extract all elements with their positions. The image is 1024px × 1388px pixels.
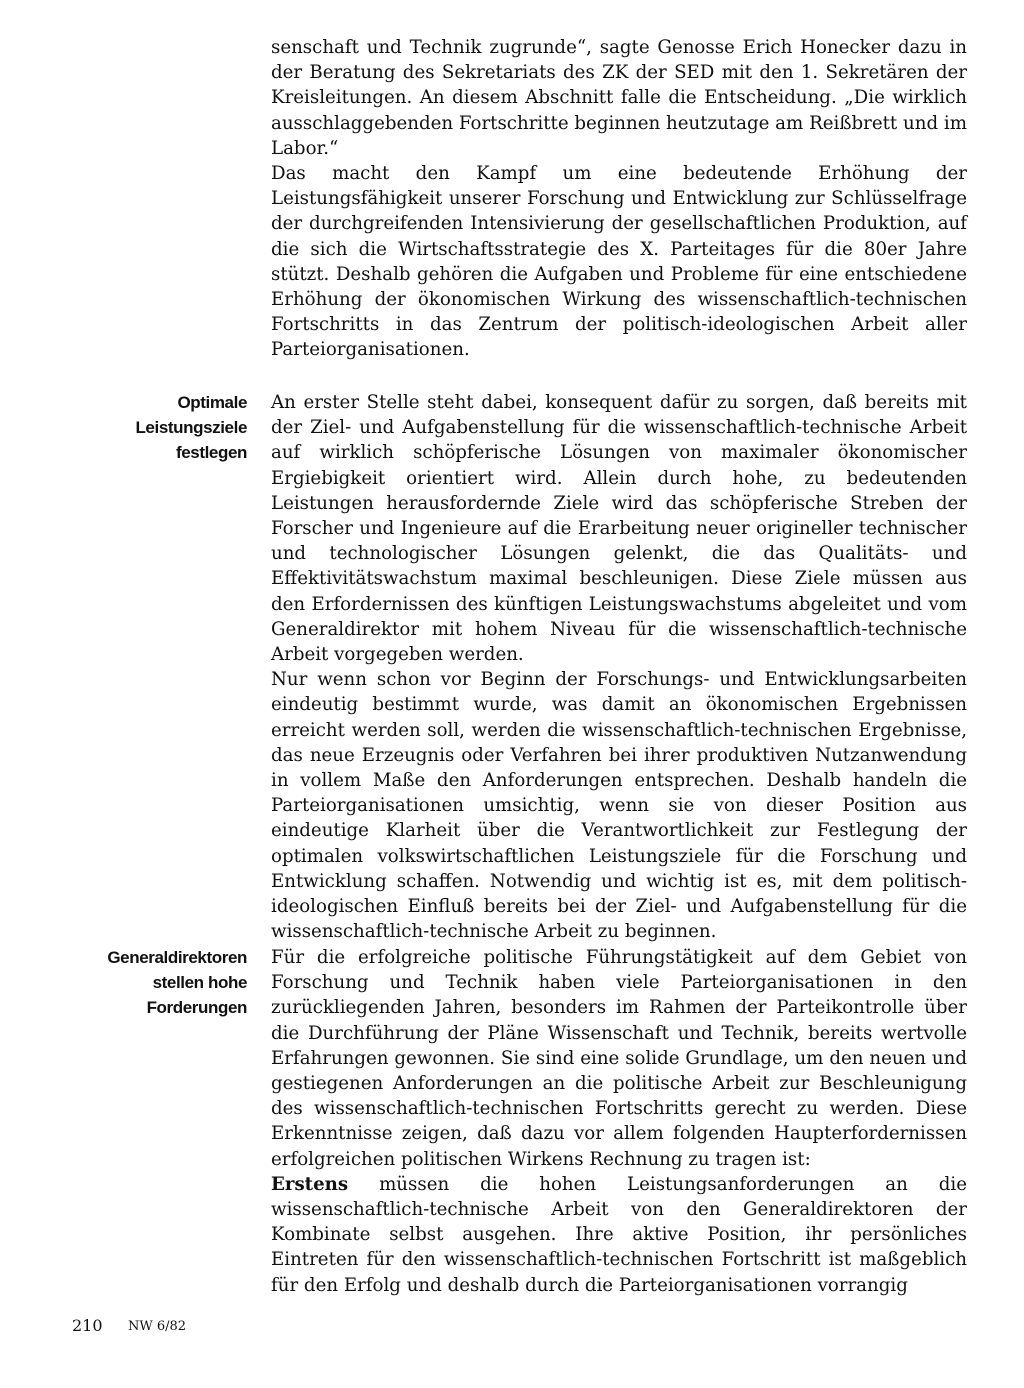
margin-heading-optimale-leistungsziele [67, 390, 247, 465]
margin-heading-generaldirektoren [67, 945, 247, 1020]
text-block-leistungsziele [271, 390, 967, 944]
lead-word: Erstens [271, 1173, 349, 1195]
issue-label: NW 6/82 [128, 1319, 187, 1334]
paragraph: Für die erfolgreiche politische Führungstätigkeit auf dem Gebiet von Forschung und Technik haben viele Parteiorganisationen in den zurückliegenden Jahren, besonders im Rahmen der Parteikontrolle über die Durchführung der Pläne Wissenschaft und Technik, bereits wertvolle Erfahrungen gewonnen. Sie sind eine solide Grundlage, um den neuen und gestiegenen Anforderungen an die politische Arbeit zur Beschleunigung des wissenschaftlich-technischen Fortschritts gerecht zu werden. Diese Erkenntnisse zeigen, daß dazu vor allem folgenden Haupterfordernissen erfolgreichen politischen Wirkens Rechnung zu tragen ist: [271, 947, 967, 1170]
paragraph [271, 1172, 967, 1298]
paragraph: Das macht den Kampf um eine bedeutende Erhöhung der Leistungsfähigkeit unserer Forschung und Entwicklung zur Schlüsselfrage der durchgreifenden Intensivierung der gesellschaftlichen Produktion, auf die sich die Wirtschaftsstrategie des X. Parteitages für die 80er Jahre stützt. Deshalb gehören die Aufgaben und Probleme für eine entschiedene Erhöhung der ökonomischen Wirkung des wissenschaftlich-technischen Fortschritts in das Zentrum der politisch-ideologischen Arbeit aller Parteiorganisationen. [271, 163, 967, 361]
paragraph: Nur wenn schon vor Beginn der Forschungs- und Entwicklungsarbeiten eindeutig bestimmt wurde, was damit an ökonomischen Ergebnissen erreicht werden soll, werden die wissenschaftlich-technischen Ergebnisse, das neue Erzeugnis oder Verfahren bei ihrer produktiven Nutzanwendung in vollem Maße den Anforderungen entsprechen. Deshalb handeln die Parteiorganisationen umsichtig, wenn sie von dieser Position aus eindeutige Klarheit über die Verantwortlichkeit zur Festlegung der optimalen volkswirtschaftlichen Leistungsziele für die Forschung und Entwicklung schaffen. Notwendig und wichtig ist es, mit dem politisch-ideologischen Einfluß bereits bei der Ziel- und Aufgabenstellung für die wissenschaftlich-technische Arbeit zu beginnen. [271, 669, 967, 943]
page-number: 210 [72, 1316, 103, 1335]
paragraph-text: müssen die hohen Leistungsanforderungen an die wissenschaftlich-technische Arbeit von den Generaldirektoren der Kombinate selbst ausgehen. Ihre aktive Position, ihr persönliches Eintreten für den wissenschaftlich-technischen Fortschritt ist maßgeblich für den Erfolg und deshalb durch die Parteiorganisationen vorrangig [271, 1173, 967, 1296]
margin-heading-line: Forderungen [146, 998, 247, 1017]
paragraph: An erster Stelle steht dabei, konsequent dafür zu sorgen, daß bereits mit der Ziel- und Aufgabenstellung für die wissenschaftlich-technische Arbeit auf wirklich schöpferische Lösungen von maximaler ökonomischer Ergiebigkeit orientiert wird. Allein durch hohe, zu bedeutenden Leistungen herausfordernde Ziele wird das schöpferische Streben der Forscher und Ingenieure auf die Erarbeitung neuer origineller technischer und technologischer Lösungen gelenkt, die das Qualitäts- und Effektivitätswachstum maximal beschleunigen. Diese Ziele müssen aus den Erfordernissen des künftigen Leistungswachstums abgeleitet und vom Generaldirektor mit hohem Niveau für die wissenschaftlich-technische Arbeit vorgegeben werden. [271, 392, 967, 666]
text-block-intro [271, 35, 967, 363]
text-block-generaldirektoren [271, 945, 967, 1298]
margin-heading-line: festlegen [175, 443, 247, 462]
paragraph: senschaft und Technik zugrunde“, sagte Genosse Erich Honecker dazu in der Beratung des Sekretariats des ZK der SED mit den 1. Sekretären der Kreisleitungen. An diesem Abschnitt falle die Entscheidung. „Die wirklich ausschlaggebenden Fortschritte beginnen heutzutage am Reißbrett und im Labor.“ [271, 37, 967, 159]
margin-heading-line: Generaldirektoren [107, 948, 247, 967]
margin-heading-line: Leistungsziele [135, 418, 247, 437]
margin-heading-line: stellen hohe [152, 973, 247, 992]
margin-heading-line: Optimale [177, 393, 247, 412]
